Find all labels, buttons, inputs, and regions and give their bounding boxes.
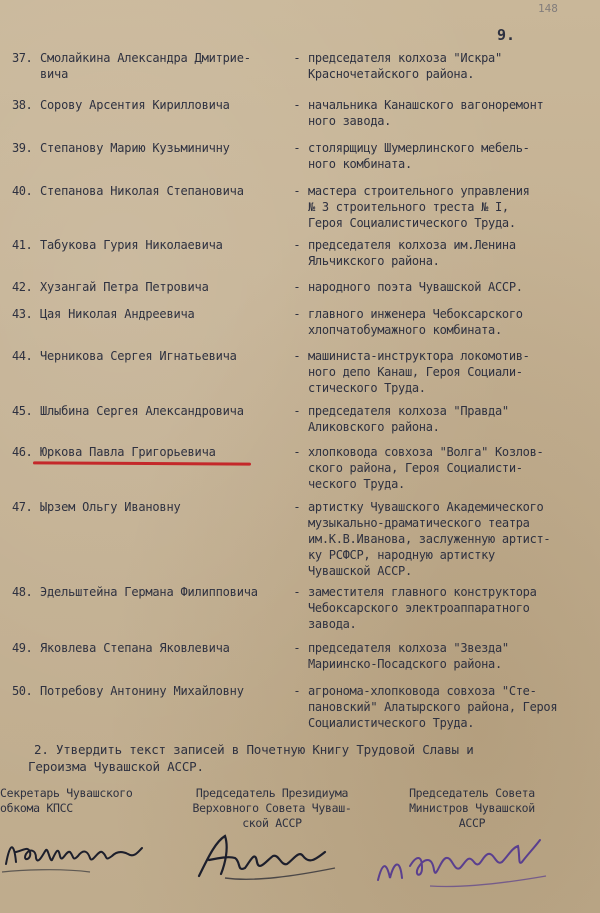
entry-description: артистку Чувашского Академического музыкально-драматического театра им.К.В.Иванова, заслуженную артист- ку РСФСР, народную артистку Чувашской АССР.	[308, 500, 551, 578]
entry-dash: -	[293, 307, 301, 321]
signature-center-icon	[185, 820, 345, 890]
entry-description: главного инженера Чебоксарского хлопчатобумажного комбината.	[308, 307, 523, 337]
entry-dash: -	[293, 51, 301, 65]
entry-name: Юркова Павла Григорьевича	[40, 445, 216, 459]
entry-dash: -	[293, 684, 301, 698]
entry-name: Ырзем Ольгу Ивановну	[40, 500, 181, 514]
entry-dash: -	[293, 184, 301, 198]
entry-name: Черникова Сергея Игнатьевича	[40, 349, 237, 363]
signatory-title-right: Председатель Совета Министров Чувашской АССР	[409, 786, 535, 830]
signature-right-icon	[370, 826, 560, 896]
resolution-line: 2. Утвердить текст записей в Почетную Книгу Трудовой Славы и	[34, 742, 474, 757]
page-number: 9.	[497, 26, 516, 44]
entry-name: Хузангай Петра Петровича	[40, 280, 209, 294]
entry-dash: -	[293, 238, 301, 252]
entry-dash: -	[293, 141, 301, 155]
entry-number: 44.	[12, 349, 33, 363]
entry-name: Потребову Антонину Михайловну	[40, 684, 244, 698]
entry-name: Степанову Марию Кузьминичну	[40, 141, 230, 155]
entry-dash: -	[293, 280, 301, 294]
signatory-title-left: Секретарь Чувашского обкома КПСС	[0, 786, 133, 815]
entry-description: председателя колхоза "Звезда" Мариинско-Посадского района.	[308, 641, 509, 671]
entry-description: хлопковода совхоза "Волга" Козлов- ского района, Героя Социалисти- ческого Труда.	[308, 445, 544, 491]
entry-number: 45.	[12, 404, 33, 418]
entry-number: 42.	[12, 280, 33, 294]
resolution-line: Героизма Чувашской АССР.	[28, 759, 204, 774]
entry-number: 38.	[12, 98, 33, 112]
entry-number: 39.	[12, 141, 33, 155]
entry-description: столярщицу Шумерлинского мебель- ного комбината.	[308, 141, 530, 171]
entry-name: Степанова Николая Степановича	[40, 184, 244, 198]
entry-number: 50.	[12, 684, 33, 698]
entry-dash: -	[293, 404, 301, 418]
archive-number: 148	[538, 2, 558, 15]
entry-number: 37.	[12, 51, 33, 65]
entry-description: мастера строительного управления № 3 строительного треста № I, Героя Социалистического Труда.	[308, 184, 530, 230]
entry-name: Яковлева Степана Яковлевича	[40, 641, 230, 655]
entry-name: Смолайкина Александра Дмитрие- вича	[40, 51, 251, 81]
entry-description: председателя колхоза "Правда" Аликовского района.	[308, 404, 509, 434]
entry-dash: -	[293, 641, 301, 655]
entry-number: 49.	[12, 641, 33, 655]
entry-name: Сорову Арсентия Кирилловича	[40, 98, 230, 112]
entry-description: агронома-хлопковода совхоза "Сте- пановский" Алатырского района, Героя Социалистического Труда.	[308, 684, 558, 730]
signatory-title-center: Председатель Президиума Верховного Совета Чуваш- ской АССР	[192, 786, 352, 830]
entry-number: 40.	[12, 184, 33, 198]
entry-dash: -	[293, 500, 301, 514]
entry-name: Цая Николая Андреевича	[40, 307, 195, 321]
entry-description: народного поэта Чувашской АССР.	[308, 280, 523, 294]
entry-description: председателя колхоза им.Ленина Яльчикского района.	[308, 238, 516, 268]
entry-name: Эдельштейна Германа Филипповича	[40, 585, 258, 599]
entry-number: 43.	[12, 307, 33, 321]
entry-dash: -	[293, 349, 301, 363]
entry-dash: -	[293, 585, 301, 599]
resolution-paragraph	[28, 741, 588, 775]
signature-left-icon	[0, 822, 150, 882]
entry-dash: -	[293, 445, 301, 459]
entry-number: 48.	[12, 585, 33, 599]
entry-name: Шлыбина Сергея Александровича	[40, 404, 244, 418]
entry-description: председателя колхоза "Искра" Красночетайского района.	[308, 51, 502, 81]
entry-description: заместителя главного конструктора Чебоксарского электроаппаратного завода.	[308, 585, 537, 631]
entry-number: 46.	[12, 445, 33, 459]
entry-description: начальника Канашского вагоноремонт ного завода.	[308, 98, 544, 128]
entry-number: 41.	[12, 238, 33, 252]
entry-name: Табукова Гурия Николаевича	[40, 238, 223, 252]
entry-description: машиниста-инструктора локомотив- ного депо Канаш, Героя Социали- стического Труда.	[308, 349, 530, 395]
entry-number: 47.	[12, 500, 33, 514]
entry-dash: -	[293, 98, 301, 112]
red-underline-mark	[33, 461, 251, 465]
